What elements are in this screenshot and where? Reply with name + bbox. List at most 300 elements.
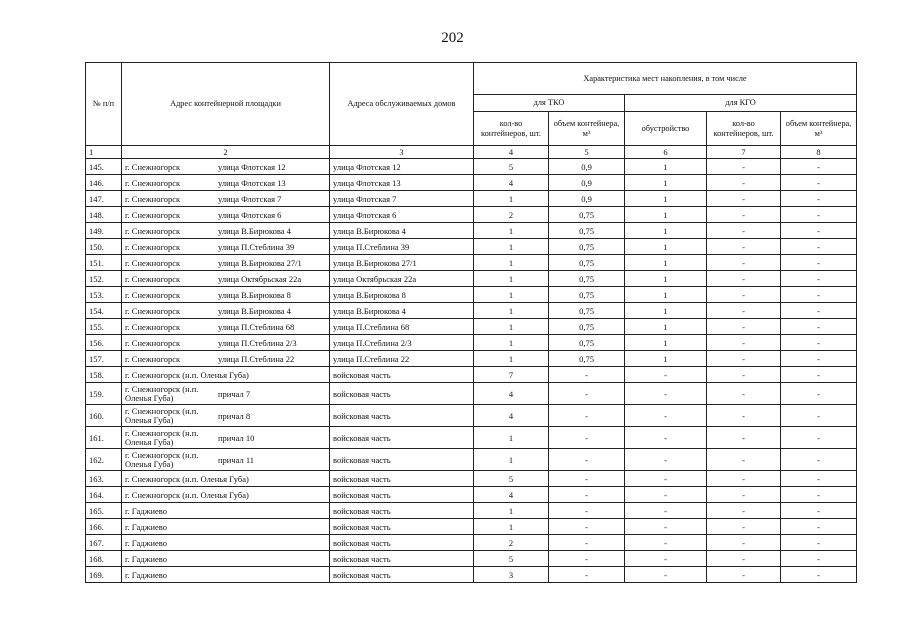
header-kgo-volume: объем контейнера, м³ — [781, 112, 857, 146]
table-row — [86, 367, 857, 383]
address-street: причал 11 — [218, 454, 255, 465]
address-city: г. Гаджиево — [125, 505, 167, 516]
kgo-arrangement: - — [625, 503, 707, 519]
row-number: 157. — [86, 351, 122, 367]
table-row — [86, 175, 857, 191]
tko-container-volume: 0,75 — [549, 351, 625, 367]
kgo-container-volume: - — [781, 207, 857, 223]
index-cell: 3 — [330, 146, 474, 159]
tko-container-count: 7 — [474, 367, 549, 383]
container-address — [122, 351, 330, 367]
header-kgo-count: кол-во контейнеров, шт. — [707, 112, 781, 146]
address-street: причал 8 — [218, 410, 251, 421]
address-street: причал 10 — [218, 432, 255, 443]
table-row — [86, 503, 857, 519]
address-city: г. Снежногорск — [125, 161, 181, 172]
kgo-container-count: - — [707, 367, 781, 383]
tko-container-count: 3 — [474, 567, 549, 583]
address-parts — [125, 370, 326, 380]
page-number: 202 — [441, 30, 464, 46]
container-address — [122, 175, 330, 191]
tko-container-volume: 0,9 — [549, 159, 625, 175]
table-row — [86, 207, 857, 223]
tko-container-volume: - — [549, 367, 625, 383]
address-city: г. Снежногорск — [125, 289, 181, 300]
tko-container-volume: - — [549, 503, 625, 519]
container-address — [122, 567, 330, 583]
address-city: г. Гаджиево — [125, 553, 167, 564]
address-street: улица В.Бирюкова 4 — [218, 305, 291, 316]
address-city: г. Снежногорск — [125, 321, 181, 332]
address-parts — [125, 354, 326, 364]
address-parts — [125, 451, 326, 469]
kgo-arrangement: - — [625, 367, 707, 383]
kgo-container-count: - — [707, 207, 781, 223]
address-street: улица Флотская 7 — [218, 193, 282, 204]
address-parts — [125, 506, 326, 516]
kgo-container-volume: - — [781, 239, 857, 255]
container-address — [122, 535, 330, 551]
row-number: 159. — [86, 383, 122, 405]
header-tko-count: кол-во контейнеров, шт. — [474, 112, 549, 146]
container-address — [122, 551, 330, 567]
container-address — [122, 303, 330, 319]
tko-container-count: 1 — [474, 427, 549, 449]
tko-container-count: 1 — [474, 519, 549, 535]
address-city: г. Гаджиево — [125, 537, 167, 548]
kgo-arrangement: - — [625, 487, 707, 503]
tko-container-count: 1 — [474, 335, 549, 351]
kgo-container-count: - — [707, 239, 781, 255]
tko-container-count: 1 — [474, 191, 549, 207]
served-houses: улица Октябрьская 22а — [330, 271, 474, 287]
kgo-arrangement: - — [625, 427, 707, 449]
kgo-container-count: - — [707, 175, 781, 191]
address-city: г. Снежногорск — [125, 241, 181, 252]
address-city: г. Гаджиево — [125, 521, 167, 532]
index-cell: 6 — [625, 146, 707, 159]
table-row — [86, 191, 857, 207]
kgo-container-count: - — [707, 503, 781, 519]
kgo-container-volume: - — [781, 303, 857, 319]
index-cell: 8 — [781, 146, 857, 159]
tko-container-count: 1 — [474, 287, 549, 303]
address-street: улица П.Стеблина 68 — [218, 321, 295, 332]
address-city: г. Снежногорск — [125, 337, 181, 348]
row-number: 158. — [86, 367, 122, 383]
table-row — [86, 255, 857, 271]
header-group-kgo: для КГО — [625, 95, 857, 112]
container-address — [122, 471, 330, 487]
kgo-container-volume: - — [781, 175, 857, 191]
table-row — [86, 449, 857, 471]
served-houses: улица Флотская 13 — [330, 175, 474, 191]
container-address — [122, 383, 330, 405]
kgo-container-volume: - — [781, 159, 857, 175]
row-number: 156. — [86, 335, 122, 351]
tko-container-volume: - — [549, 567, 625, 583]
row-number: 148. — [86, 207, 122, 223]
served-houses: войсковая часть — [330, 519, 474, 535]
container-address — [122, 335, 330, 351]
index-cell: 5 — [549, 146, 625, 159]
container-address — [122, 287, 330, 303]
row-number: 145. — [86, 159, 122, 175]
kgo-container-volume: - — [781, 487, 857, 503]
row-number: 165. — [86, 503, 122, 519]
row-number: 150. — [86, 239, 122, 255]
kgo-container-count: - — [707, 303, 781, 319]
tko-container-count: 4 — [474, 487, 549, 503]
address-city: г. Снежногорск (н.п. Оленья Губа) — [125, 489, 249, 500]
address-street: улица Флотская 12 — [218, 161, 286, 172]
served-houses: войсковая часть — [330, 487, 474, 503]
kgo-arrangement: 1 — [625, 271, 707, 287]
kgo-arrangement: 1 — [625, 335, 707, 351]
kgo-arrangement: - — [625, 567, 707, 583]
kgo-arrangement: 1 — [625, 303, 707, 319]
tko-container-volume: - — [549, 449, 625, 471]
container-address — [122, 405, 330, 427]
served-houses: войсковая часть — [330, 535, 474, 551]
tko-container-count: 4 — [474, 175, 549, 191]
kgo-container-count: - — [707, 551, 781, 567]
kgo-arrangement: 1 — [625, 287, 707, 303]
index-cell: 1 — [86, 146, 122, 159]
kgo-container-volume: - — [781, 351, 857, 367]
served-houses: войсковая часть — [330, 427, 474, 449]
tko-container-count: 2 — [474, 535, 549, 551]
kgo-container-volume: - — [781, 567, 857, 583]
table-row — [86, 519, 857, 535]
row-number: 168. — [86, 551, 122, 567]
address-parts — [125, 178, 326, 188]
table-row — [86, 159, 857, 175]
address-city: г. Снежногорск — [125, 273, 181, 284]
kgo-arrangement: 1 — [625, 351, 707, 367]
table-row — [86, 303, 857, 319]
kgo-container-count: - — [707, 405, 781, 427]
served-houses: войсковая часть — [330, 367, 474, 383]
tko-container-count: 1 — [474, 319, 549, 335]
tko-container-count: 1 — [474, 449, 549, 471]
kgo-arrangement: 1 — [625, 159, 707, 175]
tko-container-count: 5 — [474, 551, 549, 567]
header-address: Адрес контейнерной площадки — [122, 63, 330, 146]
kgo-container-volume: - — [781, 223, 857, 239]
kgo-container-count: - — [707, 351, 781, 367]
served-houses: улица П.Стеблина 68 — [330, 319, 474, 335]
address-parts — [125, 385, 326, 403]
address-parts — [125, 474, 326, 484]
kgo-container-count: - — [707, 535, 781, 551]
address-street: причал 7 — [218, 388, 251, 399]
container-address — [122, 319, 330, 335]
kgo-arrangement: - — [625, 383, 707, 405]
kgo-container-volume: - — [781, 287, 857, 303]
kgo-container-volume: - — [781, 255, 857, 271]
kgo-container-volume: - — [781, 535, 857, 551]
tko-container-count: 5 — [474, 471, 549, 487]
container-address — [122, 159, 330, 175]
served-houses: улица Флотская 12 — [330, 159, 474, 175]
address-city: г. Снежногорск — [125, 209, 181, 220]
row-number: 147. — [86, 191, 122, 207]
row-number: 149. — [86, 223, 122, 239]
container-address — [122, 487, 330, 503]
served-houses: улица П.Стеблина 22 — [330, 351, 474, 367]
kgo-container-volume: - — [781, 319, 857, 335]
served-houses: улица В.Бирюкова 27/1 — [330, 255, 474, 271]
tko-container-volume: - — [549, 519, 625, 535]
header-houses: Адреса обслуживаемых домов — [330, 63, 474, 146]
served-houses: улица В.Бирюкова 8 — [330, 287, 474, 303]
tko-container-volume: - — [549, 405, 625, 427]
row-number: 152. — [86, 271, 122, 287]
address-parts — [125, 322, 326, 332]
address-city: г. Снежногорск — [125, 257, 181, 268]
served-houses: улица В.Бирюкова 4 — [330, 303, 474, 319]
tko-container-count: 2 — [474, 207, 549, 223]
kgo-arrangement: 1 — [625, 239, 707, 255]
kgo-container-volume: - — [781, 427, 857, 449]
kgo-arrangement: 1 — [625, 191, 707, 207]
served-houses: войсковая часть — [330, 405, 474, 427]
kgo-container-volume: - — [781, 551, 857, 567]
address-city: г. Снежногорск (н.п. Оленья Губа) — [125, 427, 199, 447]
served-houses: войсковая часть — [330, 383, 474, 405]
tko-container-volume: 0,75 — [549, 271, 625, 287]
tko-container-volume: - — [549, 535, 625, 551]
tko-container-volume: 0,75 — [549, 239, 625, 255]
container-sites-table — [85, 62, 857, 583]
address-parts — [125, 306, 326, 316]
container-address — [122, 367, 330, 383]
tko-container-count: 1 — [474, 503, 549, 519]
kgo-container-count: - — [707, 487, 781, 503]
container-address — [122, 191, 330, 207]
tko-container-count: 1 — [474, 239, 549, 255]
table-row — [86, 287, 857, 303]
table-row — [86, 351, 857, 367]
tko-container-count: 4 — [474, 405, 549, 427]
row-number: 167. — [86, 535, 122, 551]
address-parts — [125, 407, 326, 425]
address-city: г. Снежногорск (н.п. Оленья Губа) — [125, 473, 249, 484]
row-number: 151. — [86, 255, 122, 271]
tko-container-volume: 0,75 — [549, 223, 625, 239]
address-city: г. Снежногорск — [125, 193, 181, 204]
tko-container-count: 1 — [474, 303, 549, 319]
row-number: 155. — [86, 319, 122, 335]
served-houses: улица П.Стеблина 2/3 — [330, 335, 474, 351]
served-houses: улица Флотская 6 — [330, 207, 474, 223]
row-number: 163. — [86, 471, 122, 487]
header-tko-volume: объем контейнера, м³ — [549, 112, 625, 146]
kgo-container-count: - — [707, 383, 781, 405]
kgo-container-count: - — [707, 449, 781, 471]
header-num: № п/п — [86, 63, 122, 146]
kgo-container-count: - — [707, 335, 781, 351]
kgo-container-volume: - — [781, 405, 857, 427]
table-row — [86, 405, 857, 427]
row-number: 153. — [86, 287, 122, 303]
address-street: улица П.Стеблина 22 — [218, 353, 295, 364]
address-parts — [125, 274, 326, 284]
kgo-container-volume: - — [781, 449, 857, 471]
table-row — [86, 567, 857, 583]
tko-container-volume: 0,75 — [549, 303, 625, 319]
row-number: 160. — [86, 405, 122, 427]
container-address — [122, 449, 330, 471]
table-row — [86, 535, 857, 551]
container-address — [122, 427, 330, 449]
kgo-container-volume: - — [781, 383, 857, 405]
address-street: улица В.Бирюкова 4 — [218, 225, 291, 236]
address-street: улица В.Бирюкова 27/1 — [218, 257, 302, 268]
address-parts — [125, 538, 326, 548]
kgo-container-count: - — [707, 319, 781, 335]
kgo-arrangement: - — [625, 449, 707, 471]
address-street: улица П.Стеблина 39 — [218, 241, 295, 252]
tko-container-volume: - — [549, 427, 625, 449]
tko-container-volume: - — [549, 551, 625, 567]
tko-container-count: 4 — [474, 383, 549, 405]
tko-container-volume: - — [549, 383, 625, 405]
kgo-container-count: - — [707, 271, 781, 287]
row-number: 146. — [86, 175, 122, 191]
index-cell: 7 — [707, 146, 781, 159]
address-parts — [125, 226, 326, 236]
kgo-container-volume: - — [781, 519, 857, 535]
served-houses: войсковая часть — [330, 449, 474, 471]
kgo-container-count: - — [707, 191, 781, 207]
table-row — [86, 427, 857, 449]
kgo-container-count: - — [707, 287, 781, 303]
kgo-container-count: - — [707, 567, 781, 583]
address-parts — [125, 242, 326, 252]
served-houses: войсковая часть — [330, 551, 474, 567]
address-street: улица Октябрьская 22а — [218, 273, 302, 284]
table-row — [86, 239, 857, 255]
table-row — [86, 271, 857, 287]
address-city: г. Снежногорск — [125, 177, 181, 188]
address-city: г. Гаджиево — [125, 569, 167, 580]
table-row — [86, 487, 857, 503]
address-parts — [125, 210, 326, 220]
served-houses: улица П.Стеблина 39 — [330, 239, 474, 255]
address-city: г. Снежногорск — [125, 225, 181, 236]
address-parts — [125, 258, 326, 268]
address-street: улица П.Стеблина 2/3 — [218, 337, 297, 348]
kgo-arrangement: 1 — [625, 207, 707, 223]
address-parts — [125, 429, 326, 447]
table-row — [86, 223, 857, 239]
row-number: 169. — [86, 567, 122, 583]
address-parts — [125, 194, 326, 204]
address-street: улица В.Бирюкова 8 — [218, 289, 291, 300]
tko-container-count: 1 — [474, 351, 549, 367]
address-parts — [125, 490, 326, 500]
container-address — [122, 223, 330, 239]
kgo-arrangement: - — [625, 471, 707, 487]
row-number: 166. — [86, 519, 122, 535]
index-cell: 2 — [122, 146, 330, 159]
kgo-container-count: - — [707, 255, 781, 271]
header-characteristics: Характеристика мест накопления, в том числе — [474, 63, 857, 95]
header-row-1 — [86, 63, 857, 95]
container-address — [122, 271, 330, 287]
table-row — [86, 335, 857, 351]
index-cell: 4 — [474, 146, 549, 159]
tko-container-volume: - — [549, 471, 625, 487]
table-row — [86, 471, 857, 487]
tko-container-count: 5 — [474, 159, 549, 175]
kgo-container-volume: - — [781, 471, 857, 487]
container-address — [122, 207, 330, 223]
kgo-arrangement: 1 — [625, 223, 707, 239]
kgo-container-count: - — [707, 471, 781, 487]
address-city: г. Снежногорск — [125, 353, 181, 364]
tko-container-volume: 0,75 — [549, 255, 625, 271]
tko-container-volume: 0,75 — [549, 335, 625, 351]
tko-container-volume: - — [549, 487, 625, 503]
table-row — [86, 383, 857, 405]
row-number: 154. — [86, 303, 122, 319]
kgo-arrangement: 1 — [625, 319, 707, 335]
container-address — [122, 503, 330, 519]
address-city: г. Снежногорск (н.п. Оленья Губа) — [125, 449, 199, 469]
kgo-container-count: - — [707, 159, 781, 175]
address-parts — [125, 522, 326, 532]
kgo-arrangement: - — [625, 535, 707, 551]
tko-container-count: 1 — [474, 223, 549, 239]
tko-container-volume: 0,9 — [549, 191, 625, 207]
served-houses: войсковая часть — [330, 503, 474, 519]
tko-container-volume: 0,75 — [549, 287, 625, 303]
container-address — [122, 239, 330, 255]
row-number: 161. — [86, 427, 122, 449]
kgo-container-volume: - — [781, 503, 857, 519]
address-parts — [125, 570, 326, 580]
kgo-arrangement: - — [625, 551, 707, 567]
tko-container-volume: 0,9 — [549, 175, 625, 191]
kgo-container-volume: - — [781, 367, 857, 383]
header-group-tko: для ТКО — [474, 95, 625, 112]
kgo-container-count: - — [707, 519, 781, 535]
kgo-arrangement: 1 — [625, 255, 707, 271]
table-body — [86, 159, 857, 583]
address-parts — [125, 162, 326, 172]
kgo-arrangement: - — [625, 519, 707, 535]
served-houses: улица Флотская 7 — [330, 191, 474, 207]
address-parts — [125, 554, 326, 564]
tko-container-volume: 0,75 — [549, 207, 625, 223]
kgo-arrangement: 1 — [625, 175, 707, 191]
row-number: 164. — [86, 487, 122, 503]
kgo-container-count: - — [707, 223, 781, 239]
address-city: г. Снежногорск — [125, 305, 181, 316]
served-houses: войсковая часть — [330, 567, 474, 583]
container-address — [122, 519, 330, 535]
address-parts — [125, 290, 326, 300]
kgo-container-volume: - — [781, 271, 857, 287]
container-address — [122, 255, 330, 271]
tko-container-volume: 0,75 — [549, 319, 625, 335]
table-row — [86, 551, 857, 567]
address-city: г. Снежногорск (н.п. Оленья Губа) — [125, 369, 249, 380]
address-street: улица Флотская 6 — [218, 209, 282, 220]
